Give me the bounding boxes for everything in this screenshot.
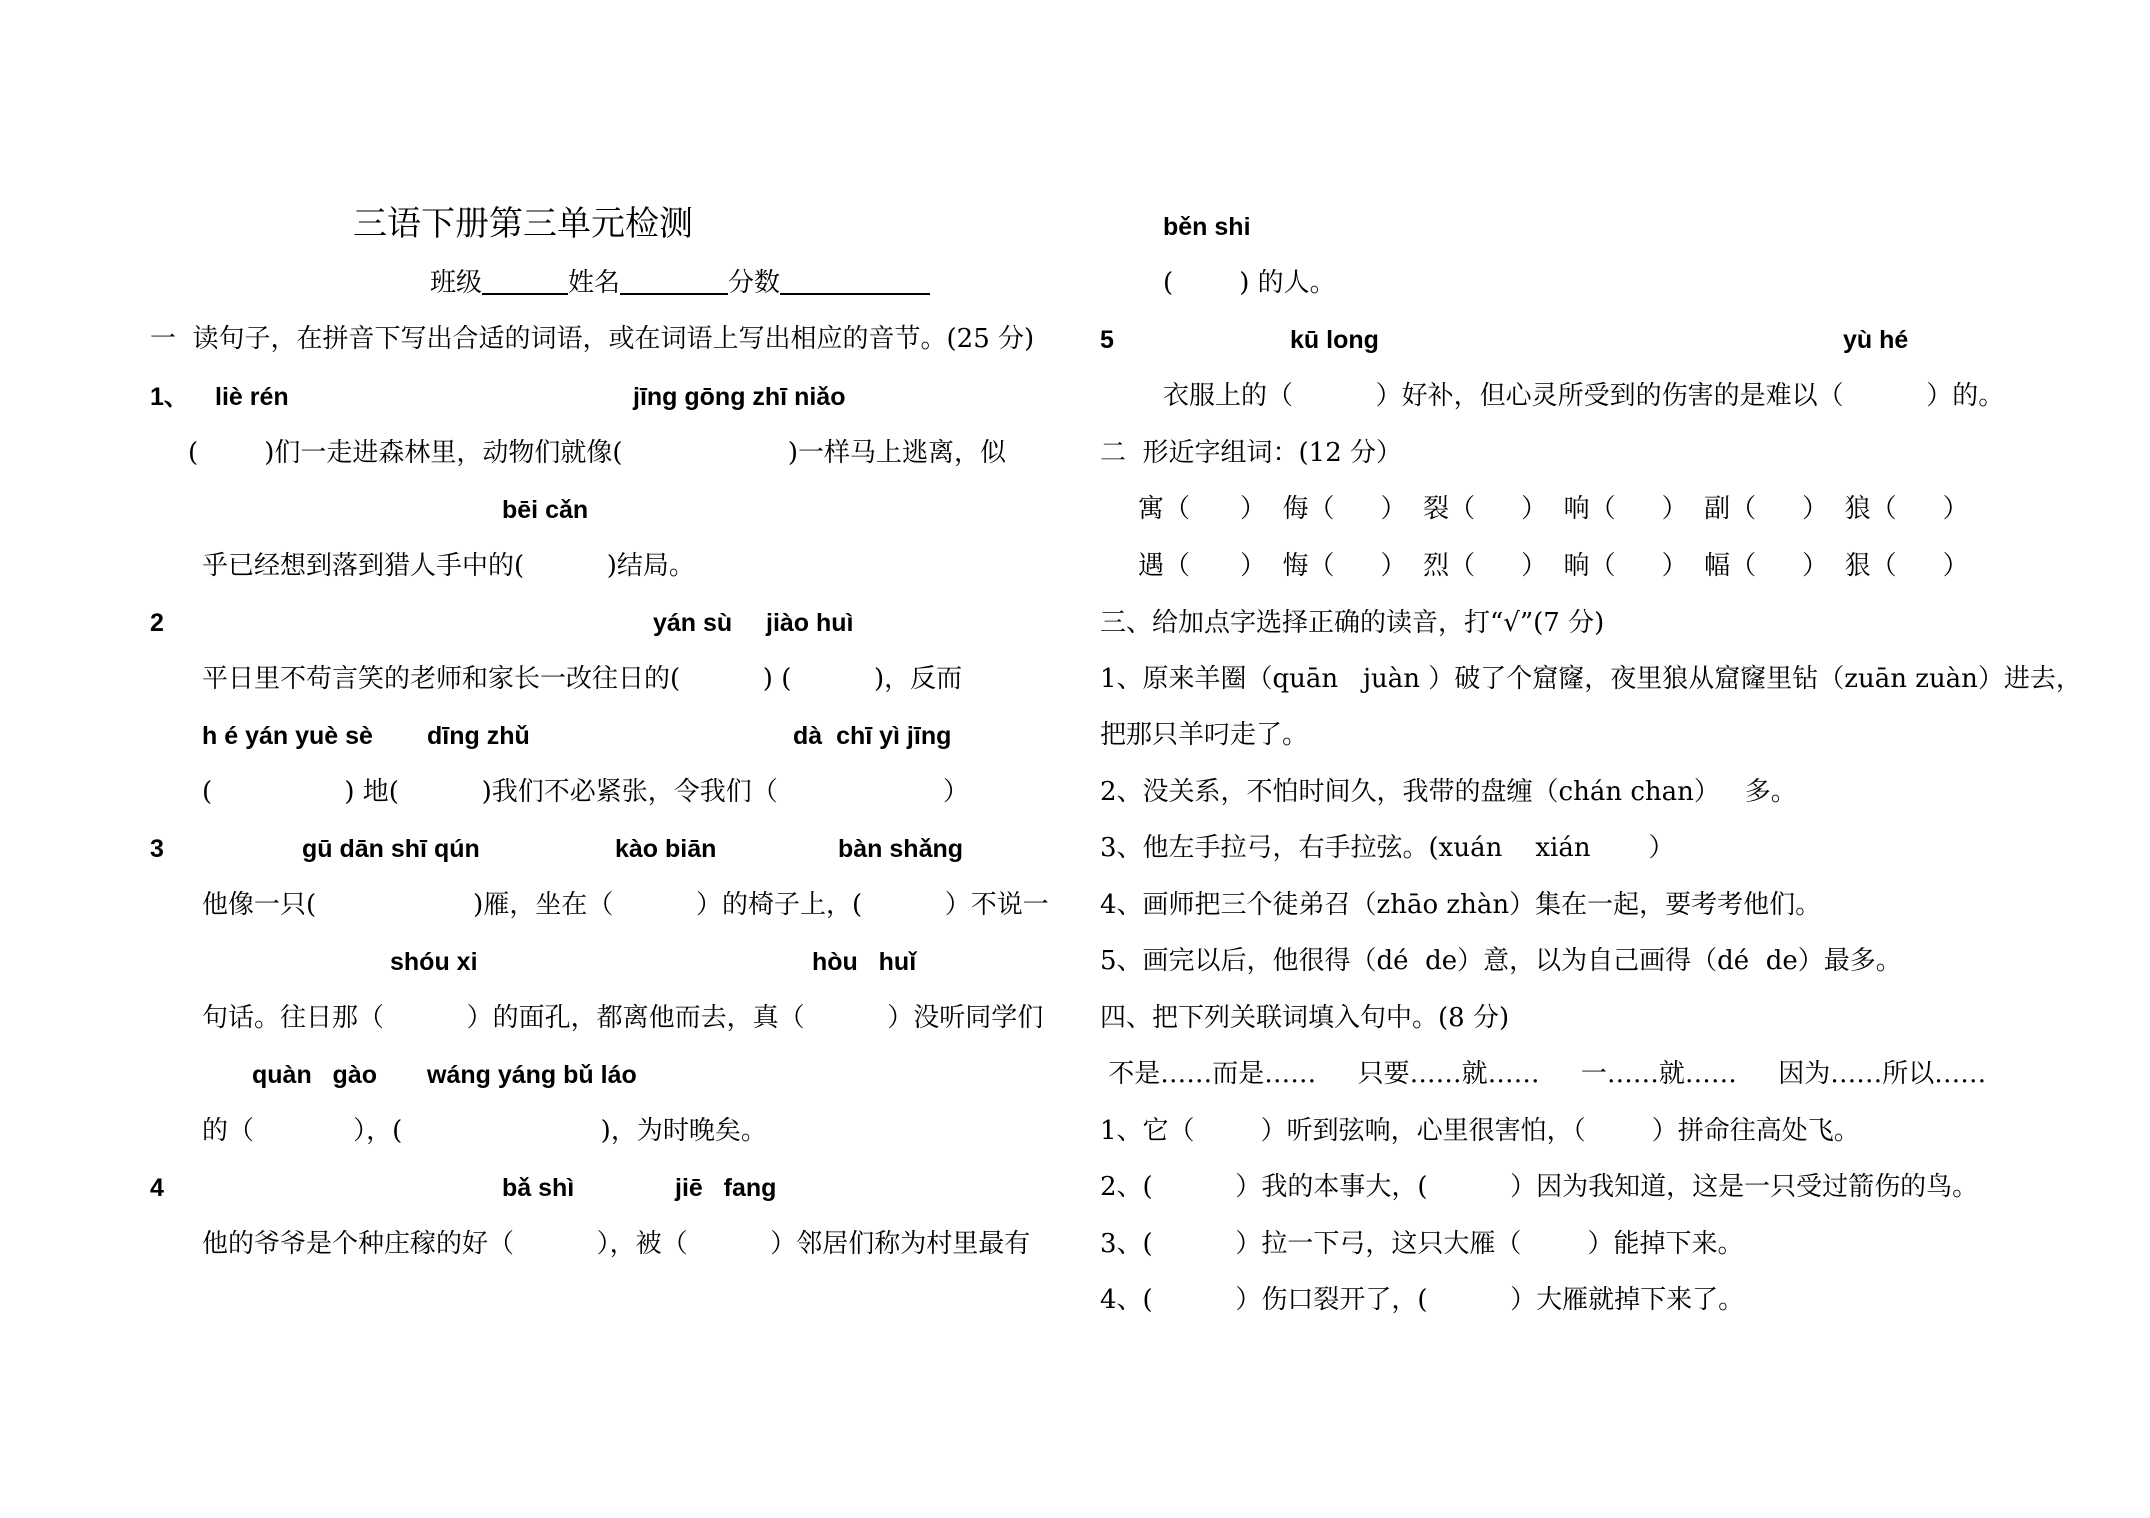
word-cell: ） 裂（ — [1380, 494, 1476, 524]
q5-line: 衣服上的（ ）好补，但心灵所受到的伤害的是难以（ ）的。 — [1163, 381, 2005, 411]
section-4-item: 4、( ）伤口裂开了，( ）大雁就掉下来了。 — [1100, 1285, 1745, 1315]
score-blank[interactable] — [780, 269, 930, 295]
student-info-row — [430, 266, 930, 300]
word-cell: ） 副（ — [1661, 494, 1757, 524]
q5-pinyin-b: yù hé — [1843, 326, 1909, 354]
word-cell: ） — [1942, 551, 1969, 581]
word-cell: 遇（ — [1138, 551, 1191, 581]
q4-line-2: ( ) 的人。 — [1163, 268, 1336, 298]
word-cell: ） 晌（ — [1521, 551, 1616, 581]
q2-number: 2 — [150, 609, 164, 637]
section-2-row-2 — [1138, 549, 1969, 583]
class-blank[interactable] — [482, 269, 568, 295]
q1-number: 1、 — [150, 383, 189, 411]
q2-pinyin-c: h é yán yuè sè — [202, 722, 373, 750]
q3-pinyin-c: bàn shǎng — [838, 835, 964, 863]
q3-number: 3 — [150, 835, 164, 863]
section-4-word-bank: 不是……而是…… 只要……就…… 一……就…… 因为……所以…… — [1100, 1059, 1987, 1089]
name-blank[interactable] — [620, 269, 728, 295]
section-3-item: 4、画师把三个徒弟召（zhāo zhàn）集在一起，要考考他们。 — [1100, 890, 1822, 920]
class-label: 班级 — [430, 268, 483, 298]
q2-pinyin-a: yán sù — [653, 609, 733, 637]
section-4-item: 3、( ）拉一下弓，这只大雁（ ）能掉下来。 — [1100, 1229, 1744, 1259]
q4-pinyin-b: jiē fang — [675, 1174, 777, 1202]
q2-pinyin-b: jiào huì — [766, 609, 854, 637]
q3-pinyin-b: kào biān — [615, 835, 717, 863]
section-4-item: 1、它（ ）听到弦响，心里很害怕，（ ）拼命往高处飞。 — [1100, 1116, 1860, 1146]
section-3-heading: 三、给加点字选择正确的读音，打“√”(7 分) — [1100, 608, 1605, 638]
q2-line-1: 平日里不苟言笑的老师和家长一改往日的( ) ( )，反而 — [202, 664, 963, 694]
q1-line-2: 乎已经想到落到猎人手中的( )结局。 — [202, 551, 695, 581]
q5-pinyin-a: kū long — [1290, 326, 1379, 354]
section-3-item: 5、画完以后，他很得（dé de）意，以为自己画得（dé de）最多。 — [1100, 946, 1902, 976]
q3-pinyin-g: wáng yáng bǔ láo — [427, 1061, 637, 1089]
q4-number: 4 — [150, 1174, 164, 1202]
q3-pinyin-d: shóu xi — [390, 948, 478, 976]
score-label: 分数 — [728, 268, 781, 298]
section-2-heading: 二 形近字组词：(12 分） — [1100, 438, 1403, 468]
page-title: 三语下册第三单元检测 — [353, 204, 693, 244]
q2-pinyin-e: dà chī yì jīng — [793, 722, 952, 750]
q3-line-3: 的（ ），( )，为时晚矣。 — [202, 1116, 767, 1146]
q2-line-2: ( ) 地( )我们不必紧张，令我们（ ） — [202, 777, 970, 807]
section-1-heading: 一 读句子，在拼音下写出合适的词语，或在词语上写出相应的音节。(25 分) — [150, 324, 1035, 354]
word-cell: ） 幅（ — [1661, 551, 1757, 581]
q4-line-1: 他的爷爷是个种庄稼的好（ ），被（ ）邻居们称为村里最有 — [202, 1229, 1031, 1259]
q4-pinyin-a: bǎ shì — [502, 1174, 575, 1202]
q1-pinyin-c: bēi cǎn — [502, 496, 589, 524]
q3-pinyin-e: hòu huǐ — [812, 948, 917, 976]
section-3-item: 3、他左手拉弓，右手拉弦。(xuán xián ） — [1100, 833, 1675, 863]
word-cell: ） — [1942, 494, 1969, 524]
q3-pinyin-f: quàn gào — [252, 1061, 377, 1089]
section-4-heading: 四、把下列关联词填入句中。(8 分) — [1100, 1003, 1510, 1033]
word-cell: ） 侮（ — [1240, 494, 1335, 524]
q1-pinyin-a: liè rén — [215, 383, 289, 411]
section-3-item: 1、原来羊圈（quān juàn ）破了个窟窿，夜里狼从窟窿里钻（zuān zuàn）进去， — [1100, 664, 2082, 694]
name-label: 姓名 — [568, 268, 621, 298]
word-cell: ） 狠（ — [1802, 551, 1897, 581]
word-cell: ） 响（ — [1521, 494, 1616, 524]
q3-line-2: 句话。往日那（ ）的面孔，都离他而去，真（ ）没听同学们 — [202, 1003, 1044, 1033]
q2-pinyin-d: dīng zhǔ — [427, 722, 530, 750]
section-3-item: 把那只羊叼走了。 — [1100, 720, 1309, 750]
q3-line-1: 他像一只( )雁，坐在（ ）的椅子上，( ）不说一 — [202, 890, 1049, 920]
section-3-item: 2、没关系，不怕时间久，我带的盘缠（chán chan） 多。 — [1100, 777, 1797, 807]
section-2-row-1 — [1138, 492, 1969, 526]
q3-pinyin-a: gū dān shī qún — [302, 835, 480, 863]
word-cell: 寓（ — [1138, 494, 1191, 524]
q1-pinyin-b: jīng gōng zhī niǎo — [633, 383, 846, 411]
q5-number: 5 — [1100, 326, 1114, 354]
section-4-item: 2、( ）我的本事大，( ）因为我知道，这是一只受过箭伤的鸟。 — [1100, 1172, 1979, 1202]
word-cell: ） 狼（ — [1802, 494, 1897, 524]
word-cell: ） 悔（ — [1240, 551, 1335, 581]
q4-pinyin-c: běn shi — [1163, 213, 1251, 241]
q1-line-1: ( )们一走进森林里，动物们就像( )一样马上逃离，似 — [188, 438, 1006, 468]
word-cell: ） 烈（ — [1380, 551, 1476, 581]
